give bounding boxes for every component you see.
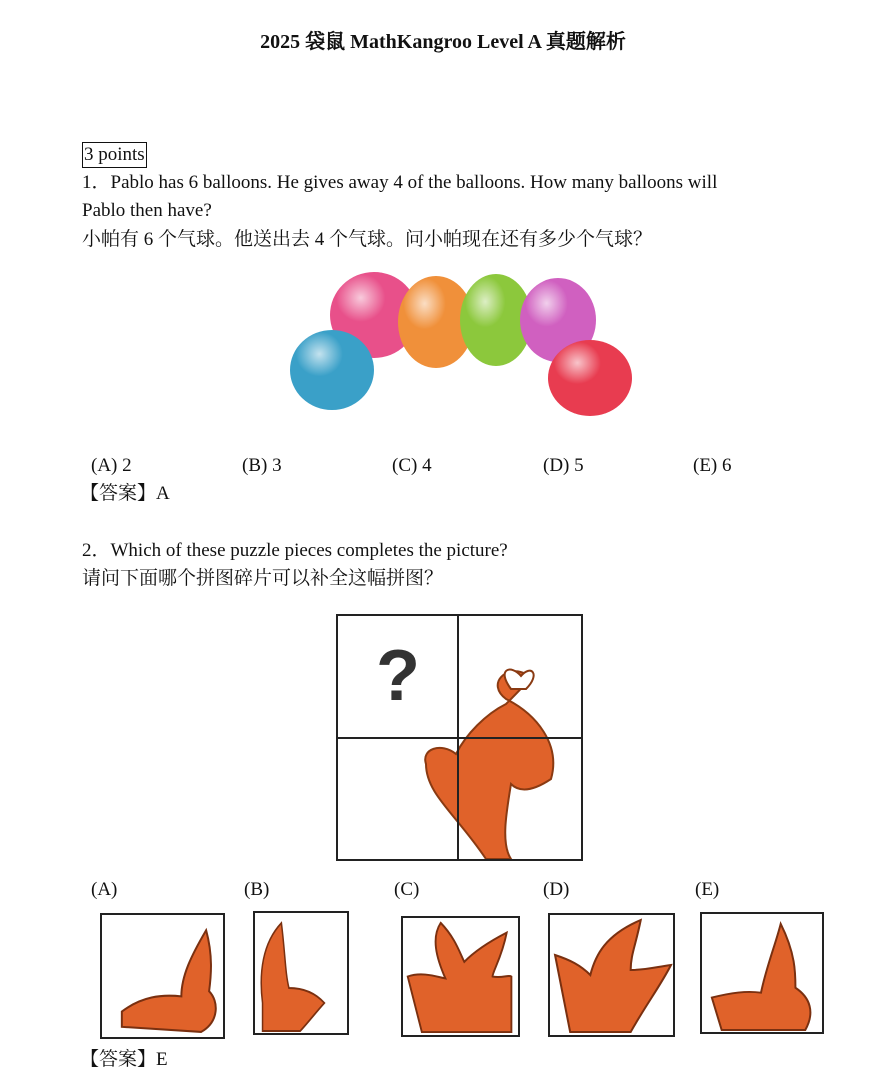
piece-e-image — [700, 912, 824, 1034]
balloons-image — [288, 270, 643, 418]
q1-text-zh: 小帕有 6 个气球。他送出去 4 个气球。问小帕现在还有多少个气球？ — [82, 229, 653, 250]
kangaroo-puzzle-image — [336, 614, 583, 861]
kangaroo-drawing — [403, 918, 518, 1035]
q1-text-line2: Pablo then have? — [82, 200, 212, 221]
question-mark: ? — [376, 636, 420, 716]
q2-text-zh: 请问下面哪个拼图碎片可以补全这幅拼图？ — [82, 568, 444, 589]
piece-c-image — [401, 916, 520, 1037]
kangaroo-drawing — [702, 914, 822, 1032]
points-label: 3 points — [82, 142, 147, 168]
piece-b-image — [253, 911, 349, 1035]
balloon-shine — [290, 330, 374, 410]
piece-d-image — [548, 913, 675, 1037]
q2-option-a: (A) — [91, 879, 118, 900]
balloon-shine — [548, 340, 632, 416]
q2-answer: 【答案】E — [80, 1049, 168, 1070]
puzzle-grid — [336, 614, 583, 861]
q1-option-b: (B) 3 — [242, 455, 282, 476]
q1-option-c: (C) 4 — [392, 455, 432, 476]
q1-option-e: (E) 6 — [693, 455, 732, 476]
page-title: 2025 袋鼠 MathKangroo Level A 真题解析 — [260, 31, 626, 53]
q2-option-d: (D) — [543, 879, 570, 900]
q2-option-e: (E) — [695, 879, 720, 900]
q1-text-line1: 1．Pablo has 6 balloons. He gives away 4 of the balloons. How many balloons will — [82, 172, 718, 193]
kangaroo-drawing — [550, 915, 673, 1035]
q2-option-c: (C) — [394, 879, 420, 900]
piece-a-image — [100, 913, 225, 1039]
q1-answer: 【答案】A — [80, 483, 170, 504]
q1-option-a: (A) 2 — [91, 455, 132, 476]
kangaroo-drawing — [102, 915, 223, 1037]
q2-text: 2．Which of these puzzle pieces completes the picture? — [82, 540, 508, 561]
q1-option-d: (D) 5 — [543, 455, 584, 476]
q2-option-b: (B) — [244, 879, 270, 900]
kangaroo-drawing — [255, 913, 347, 1033]
